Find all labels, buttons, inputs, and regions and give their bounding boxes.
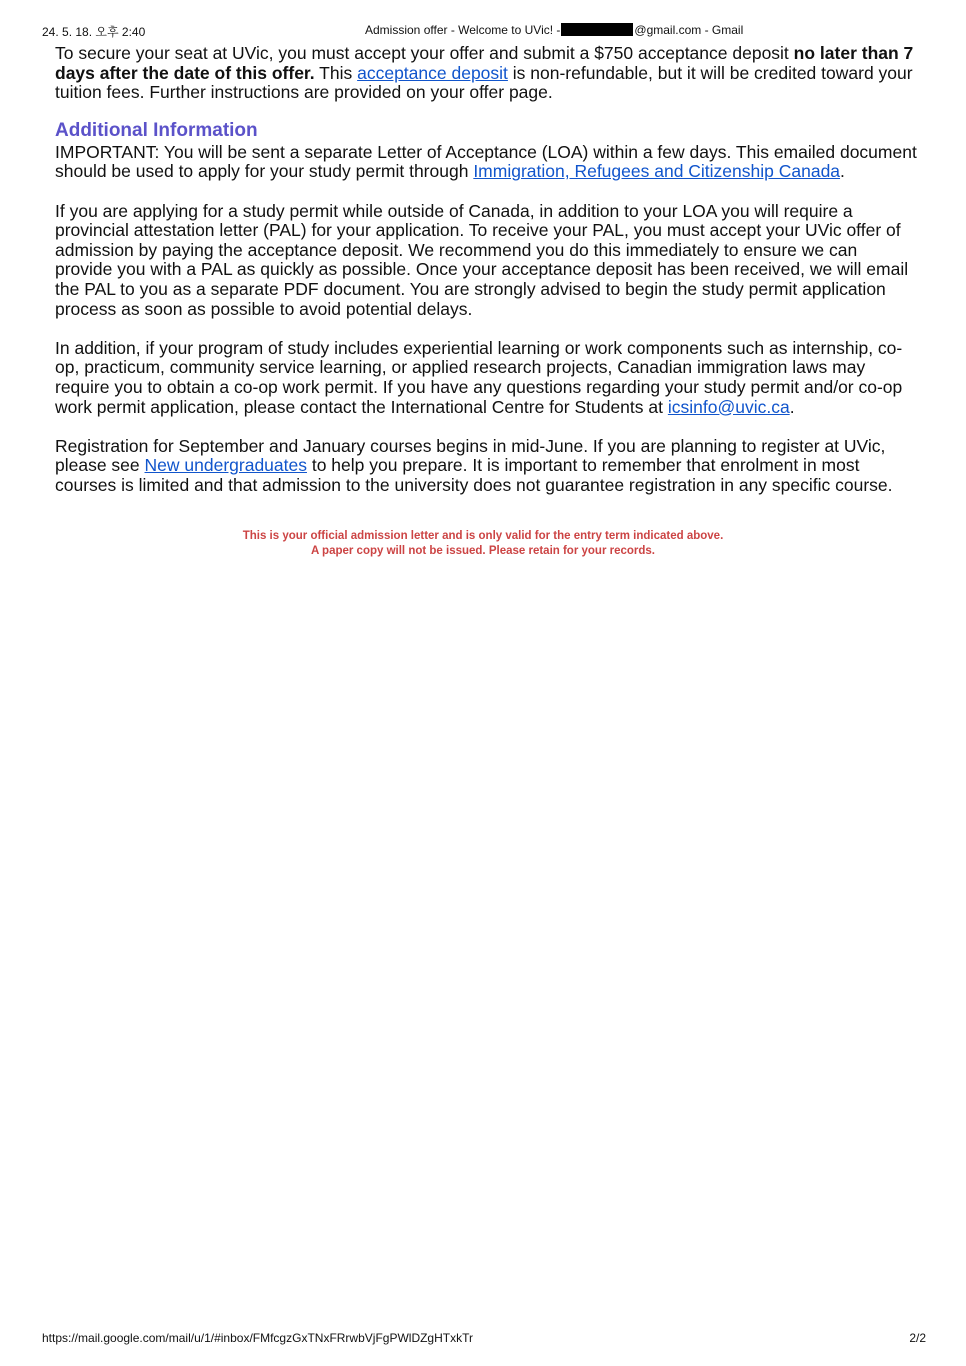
- print-footer: [0, 1331, 966, 1347]
- pal-paragraph: If you are applying for a study permit while outside of Canada, in addition to your LOA you will require a provincial attestation letter (PAL) for your application. To receive your PAL, you must accept your UVic offer of admission by paying the acceptance deposit. We recommend you do this immediately to ensure we can provide you with a PAL as quickly as possible. Once your acceptance deposit has been received, we will email the PAL to you as a separate PDF document. You are strongly advised to begin the study permit application process as soon as possible to avoid potential delays.: [55, 200, 909, 319]
- deposit-text-b: This: [314, 62, 358, 83]
- notice-line-2: A paper copy will not be issued. Please retain for your records.: [310, 545, 656, 557]
- title-prefix: Admission offer - Welcome to UVic! -: [365, 23, 561, 37]
- print-datetime: 24. 5. 18. 오후 2:40: [42, 25, 146, 39]
- official-letter-notice: [0, 529, 966, 559]
- email-body: [55, 44, 917, 495]
- notice-line-1: This is your official admission letter and is only valid for the entry term indicated above.: [242, 530, 724, 542]
- title-suffix: @gmail.com - Gmail: [634, 23, 744, 37]
- new-undergraduates-link[interactable]: New undergraduates: [144, 455, 307, 476]
- registration-text-b: to help you prepare. It is important to remember that enrolment in most courses is limited and that admission to the university does not guarantee registration in any specific course.: [55, 455, 893, 495]
- deposit-text-a: To secure your seat at UVic, you must accept your offer and submit a $750 acceptance deposit: [55, 43, 794, 63]
- page-number: 2/2: [909, 1331, 926, 1345]
- registration-paragraph: [55, 437, 917, 496]
- deposit-paragraph: [55, 44, 917, 103]
- work-permit-text-a: In addition, if your program of study includes experiential learning or work components such as internship, co-op, practicum, community service learning, or applied research projects, Canadian immigration laws may require you to obtain a co-op work permit. If you have any questions regarding your study permit and/or co-op work permit application, please contact the International Centre for Students at: [55, 337, 903, 417]
- registration-text-a: Registration for September and January courses begins in mid-June. If you are planning to register at UVic, please see: [55, 435, 886, 476]
- print-header: [0, 23, 966, 41]
- deposit-deadline: no later than 7 days after the date of this offer.: [55, 43, 914, 83]
- icsinfo-email-link[interactable]: icsinfo@uvic.ca: [667, 396, 790, 417]
- section-heading: Additional Information: [55, 119, 258, 141]
- loa-paragraph: [55, 143, 917, 182]
- ircc-link[interactable]: Immigration, Refugees and Citizenship Canada: [473, 161, 841, 182]
- loa-text-a: IMPORTANT: You will be sent a separate Letter of Acceptance (LOA) within a few days. This emailed document should be used to apply for your study permit through: [55, 141, 917, 182]
- work-permit-paragraph: [55, 339, 917, 417]
- print-title: [365, 23, 743, 37]
- print-url: https://mail.google.com/mail/u/1/#inbox/FMfcgzGxTNxFRrwbVjFgPWlDZgHTxkTr: [42, 1331, 473, 1345]
- deposit-text-c: is non-refundable, but it will be credited toward your tuition fees. Further instructions are provided on your offer page.: [55, 62, 913, 103]
- acceptance-deposit-link[interactable]: acceptance deposit: [357, 62, 508, 83]
- work-permit-text-b: .: [789, 396, 795, 417]
- loa-text-b: .: [840, 161, 845, 182]
- redacted-email-block: [561, 23, 633, 36]
